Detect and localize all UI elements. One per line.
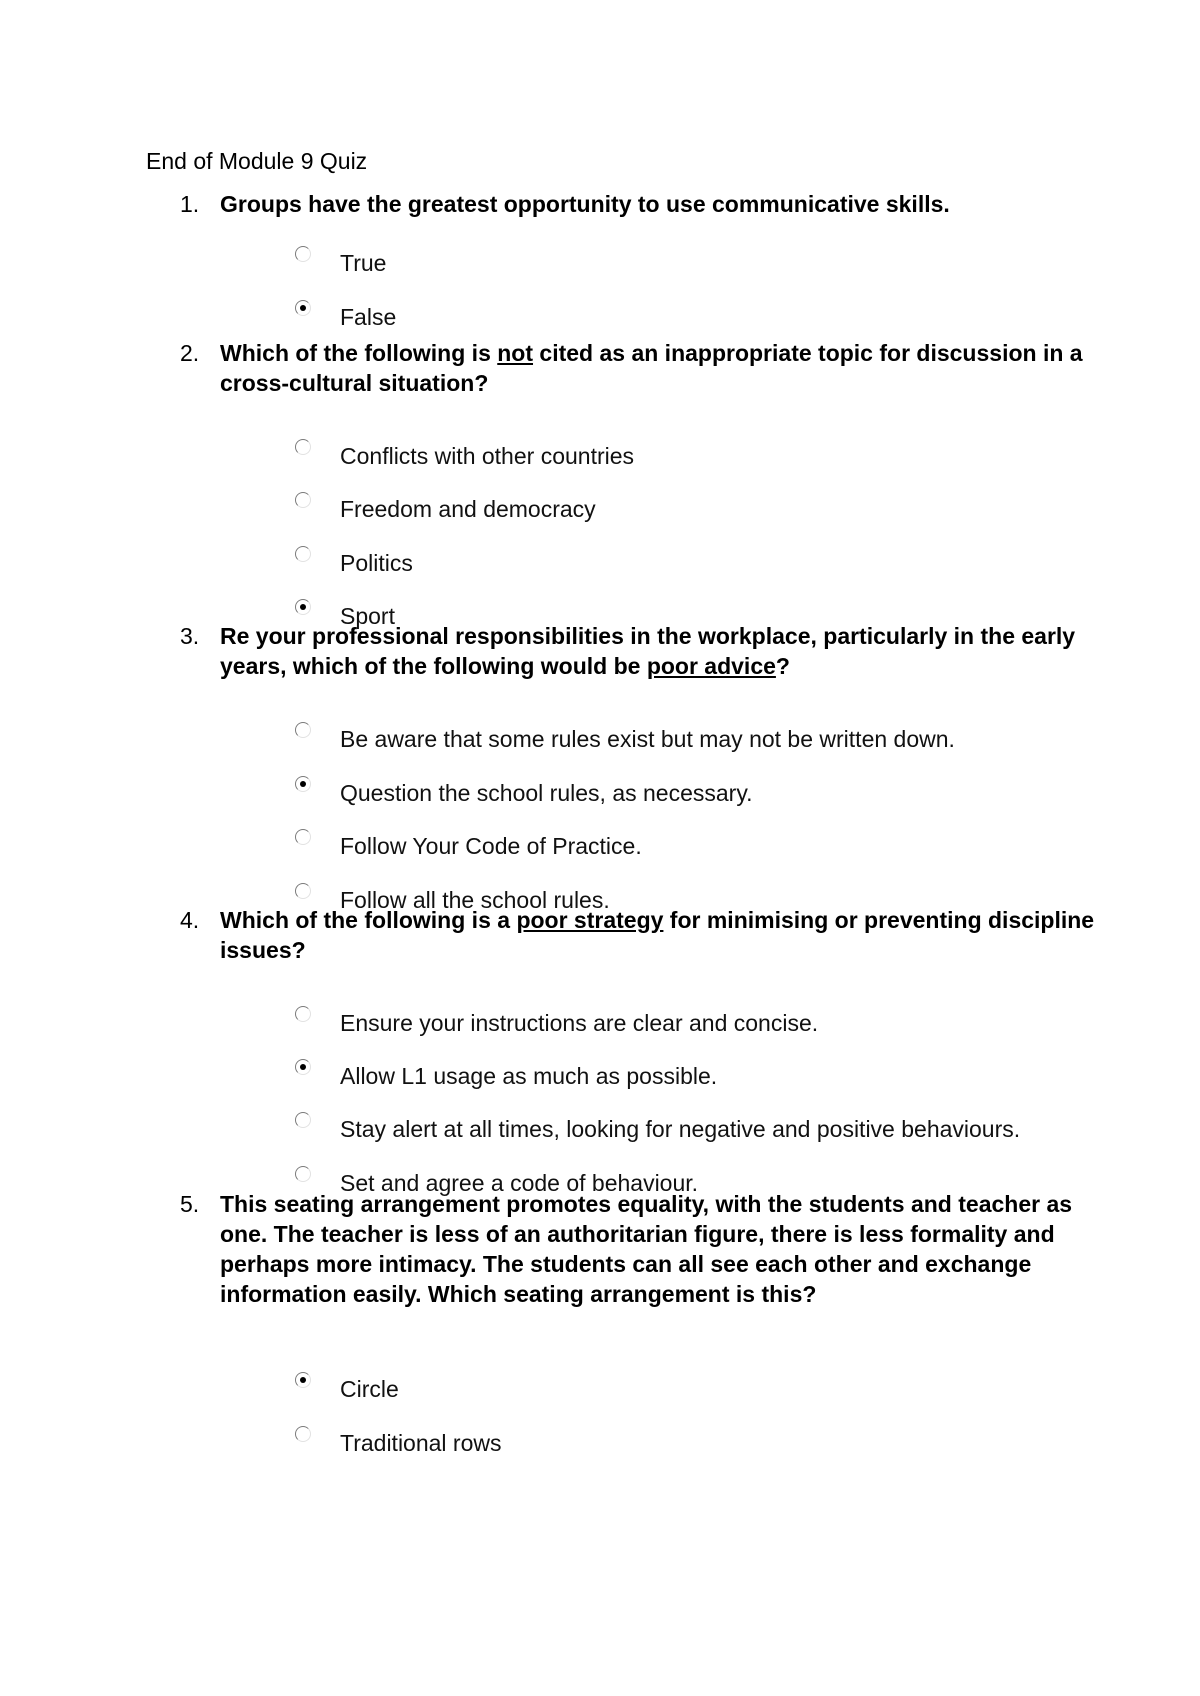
question-3: [180, 621, 1100, 681]
option-label: Stay alert at all times, looking for negative and positive behaviours.: [340, 1116, 1021, 1142]
option-label: Conflicts with other countries: [340, 443, 635, 469]
radio-button[interactable]: [295, 722, 311, 738]
radio-button-selected[interactable]: [295, 599, 311, 615]
emphasis-underline: poor strategy: [516, 907, 664, 933]
question-4: [180, 905, 1100, 965]
radio-button[interactable]: [295, 546, 311, 562]
radio-button-selected[interactable]: [295, 300, 311, 316]
radio-button[interactable]: [295, 883, 311, 899]
question-number: 3.: [180, 623, 200, 649]
radio-button-selected[interactable]: [295, 1372, 311, 1388]
option-label: Ensure your instructions are clear and concise.: [340, 1010, 819, 1036]
question-number: 5.: [180, 1191, 200, 1217]
option-label: True: [340, 250, 387, 276]
question-1: [180, 189, 1100, 219]
radio-button[interactable]: [295, 439, 311, 455]
question-number: 1.: [180, 191, 200, 217]
question-text: This seating arrangement promotes equality, with the students and teacher as one. The teacher is less of an authoritarian figure, there is less formality and perhaps more intimacy. The students can all see each other and exchange information easily. Which seating arrangement is this?: [220, 1191, 1073, 1307]
option-label: Allow L1 usage as much as possible.: [340, 1063, 718, 1089]
page-title: End of Module 9 Quiz: [146, 148, 368, 174]
option-label: Follow Your Code of Practice.: [340, 833, 642, 859]
question-text: Which of the following is not cited as an inappropriate topic for discussion in a cross-cultural situation?: [220, 340, 1083, 396]
option-label: Politics: [340, 550, 413, 576]
question-text: Re your professional responsibilities in the workplace, particularly in the early years, which of the following would be poor advice?: [220, 623, 1076, 679]
radio-button-selected[interactable]: [295, 776, 311, 792]
question-2: [180, 338, 1100, 398]
radio-button[interactable]: [295, 246, 311, 262]
option-label: Set and agree a code of behaviour.: [340, 1170, 699, 1196]
emphasis-underline: not: [497, 340, 534, 366]
radio-button[interactable]: [295, 492, 311, 508]
question-text: Groups have the greatest opportunity to use communicative skills.: [220, 191, 950, 217]
radio-button[interactable]: [295, 1166, 311, 1182]
emphasis-underline: poor advice: [646, 653, 776, 679]
option-label: Freedom and democracy: [340, 496, 596, 522]
radio-button[interactable]: [295, 1006, 311, 1022]
radio-button[interactable]: [295, 829, 311, 845]
option-label: False: [340, 304, 397, 330]
option-label: Question the school rules, as necessary.: [340, 780, 753, 806]
radio-button[interactable]: [295, 1426, 311, 1442]
question-number: 2.: [180, 340, 200, 366]
question-5: [180, 1189, 1100, 1309]
question-text: Which of the following is a poor strategy for minimising or preventing discipline issues?: [220, 907, 1095, 963]
option-label: Sport: [340, 603, 395, 629]
option-label: Be aware that some rules exist but may not be written down.: [340, 726, 955, 752]
option-label: Traditional rows: [340, 1430, 502, 1456]
option-label: Follow all the school rules.: [340, 887, 610, 913]
option-label: Circle: [340, 1376, 399, 1402]
radio-button-selected[interactable]: [295, 1059, 311, 1075]
radio-button[interactable]: [295, 1112, 311, 1128]
question-number: 4.: [180, 907, 200, 933]
